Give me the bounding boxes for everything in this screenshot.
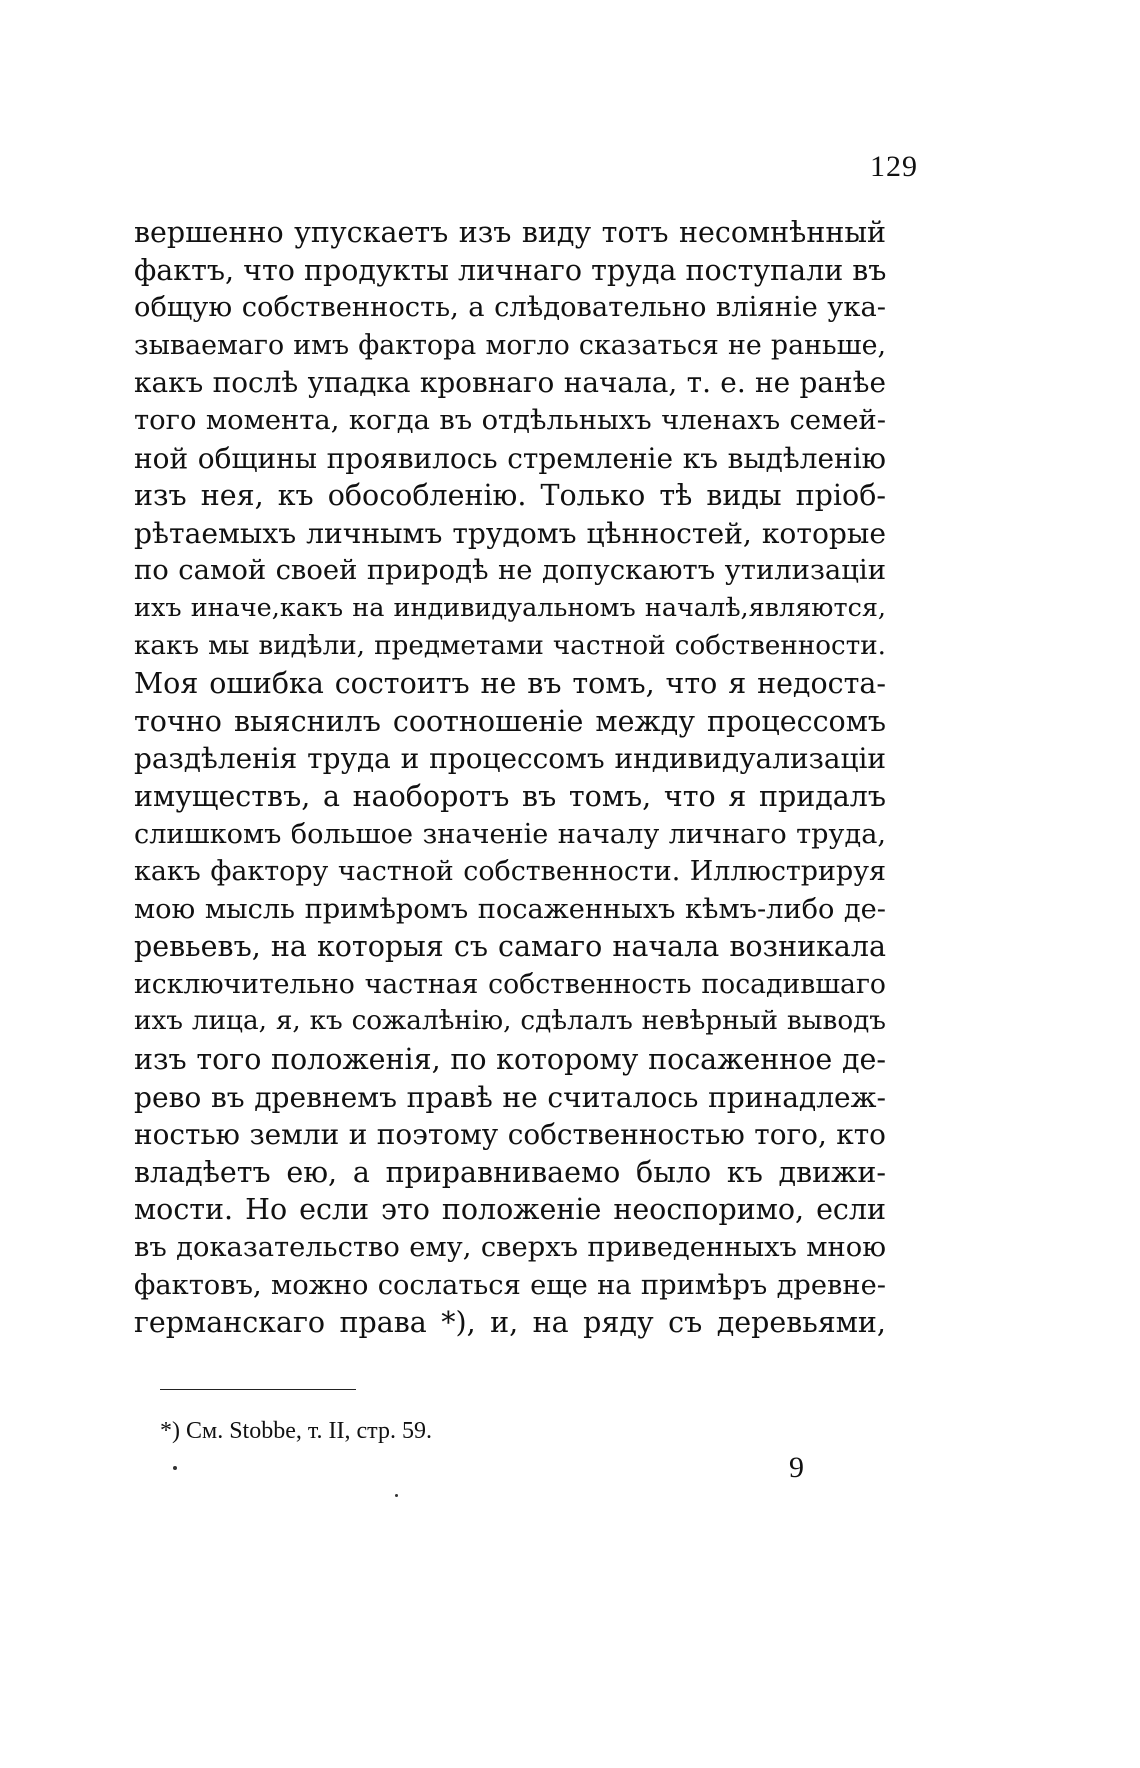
footnote-rule-gap (160, 1387, 208, 1388)
body-line: мою мысль примѣромъ посаженныхъ кѣмъ-либо де- (134, 893, 886, 925)
body-line: владѣетъ ею, а приравниваемо было къ движи- (134, 1155, 886, 1189)
body-line: исключительно частная собственность посадившаго (134, 968, 886, 1000)
body-line: того момента, когда въ отдѣльныхъ членахъ семей- (134, 404, 886, 436)
footnote-rule (160, 1389, 356, 1390)
body-line: изъ того положенія, по которому посаженное де- (134, 1043, 886, 1077)
body-line: зываемаго имъ фактора могло сказаться не раньше, (134, 329, 886, 361)
footnote: *) См. Stobbe, т. II, стр. 59. (160, 1418, 432, 1444)
body-line: точно выяснилъ соотношеніе между процессомъ (134, 704, 886, 738)
body-line: мости. Но если это положеніе неоспоримо, если (134, 1193, 886, 1227)
body-line: общую собственность, а слѣдовательно вліяніе ука- (134, 292, 886, 324)
body-line: германскаго права *), и, на ряду съ деревьями, (134, 1306, 886, 1340)
print-speck (173, 1466, 177, 1470)
body-line: какъ мы видѣли, предметами частной собственности. (134, 630, 886, 661)
body-line: раздѣленія труда и процессомъ индивидуализаціи (134, 742, 886, 776)
signature-mark: 9 (789, 1451, 804, 1484)
body-line: рѣтаемыхъ личнымъ трудомъ цѣнностей, которые (134, 516, 886, 550)
body-line: въ доказательство ему, сверхъ приведенныхъ мною (134, 1232, 886, 1264)
body-line: вершенно упускаетъ изъ виду тотъ несомнѣнный (134, 216, 886, 249)
body-line: ной общины проявилось стремленіе къ выдѣленію (134, 441, 886, 475)
print-speck (395, 1494, 398, 1497)
body-line: слишкомъ большое значеніе началу личнаго труда, (134, 818, 886, 850)
body-line: какъ послѣ упадка кровнаго начала, т. е. не ранѣе (134, 366, 886, 400)
body-line: по самой своей природѣ не допускаютъ утилизаціи (134, 555, 886, 587)
body-line: фактъ, что продукты личнаго труда поступали въ (134, 253, 886, 287)
body-line: рево въ древнемъ правѣ не считалось принадлеж- (134, 1080, 886, 1114)
body-text (134, 214, 886, 1342)
body-line: ихъ иначе,какъ на индивидуальномъ началѣ,являются, (134, 592, 886, 623)
body-line: ихъ лица, я, къ сожалѣнію, сдѣлалъ невѣрный выводъ (134, 1006, 886, 1037)
body-line: какъ фактору частной собственности. Иллюстрируя (134, 856, 886, 888)
body-line: ревьевъ, на которыя съ самаго начала возникала (134, 930, 886, 964)
body-line: Моя ошибка состоитъ не въ томъ, что я недоста- (134, 667, 886, 701)
body-line: ностью земли и поэтому собственностью того, кто (134, 1118, 886, 1152)
body-line: изъ нея, къ обособленію. Только тѣ виды пріоб- (134, 479, 886, 513)
body-line: имуществъ, а наоборотъ въ томъ, что я придалъ (134, 779, 886, 813)
body-line: фактовъ, можно сослаться еще на примѣръ древне- (134, 1269, 886, 1301)
page-number: 129 (870, 150, 918, 183)
